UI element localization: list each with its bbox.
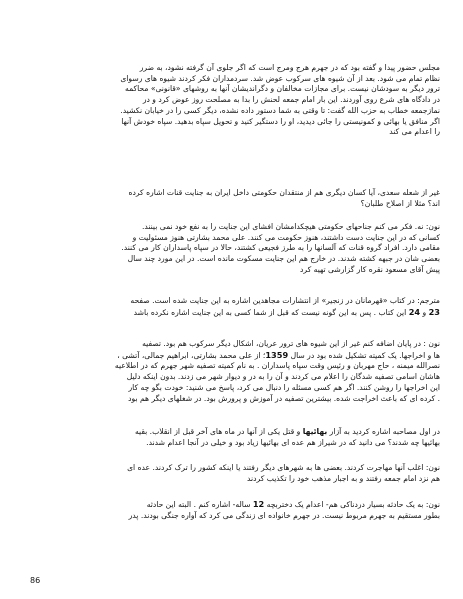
text-run: ؛ از علی محمد بشارتی، ابراهیم جمالی، آتشی ،	[117, 350, 266, 360]
paragraph-6	[36, 427, 440, 448]
text-line: مقامی دارد. افراد گروه قنات که آلسانها را به طرز فجیعی کشتند، حالا در سپاه پاسداران کار می کنند.	[121, 243, 440, 253]
text-line: ترور دیگر به سودشان نیست. برای مجازات مخالفان و دگراندیشان آنها به روشهای «قانونی» محاکمه	[125, 84, 440, 94]
text-run: و قتل یکی از آنها در ماه های آخر قبل از انقلاب. بقیه	[134, 427, 303, 436]
page-number: 86	[30, 576, 41, 585]
text-line: بعضی شان در جبهه کشته شدند. در خارج هم این جنایت مسکوت مانده است. در این مورد چند سال	[127, 254, 440, 264]
paragraph-2	[36, 188, 440, 209]
text-run: در اول مصاحبه اشاره کردید به آزار	[327, 427, 440, 436]
text-line	[36, 427, 440, 438]
text-line: نون: اغلب آنها مهاجرت کردند. بعضی ها به شهرهای دیگر رفتند یا اینکه کشور را ترک کردند. عده ای	[127, 463, 440, 472]
text-run: این کتاب . پس به این گونه نیست که قبل از شما کسی به این جنایت اشاره نکرده باشد	[133, 307, 409, 317]
text-line	[36, 499, 440, 511]
number-run: 1359	[265, 349, 289, 360]
text-line: نمازجمعه خطاب به حزب الله گفت: تا وقتی به شما دستور داده نشده، دیگر کسی را در خیابان نکشید.	[120, 105, 440, 115]
text-line: هاشان اسامی تصفیه شدگان را اعلام می کردند و آن را به در و دیوار شهر می زدند. بدون اینکه دلیل	[126, 372, 440, 382]
text-line: پیش آقای مسعود نقره کار گزارشی تهیه کرد	[300, 264, 440, 274]
paragraph-3	[36, 222, 440, 276]
text-line: کسانی که در این جنایت دست داشتند، هنوز حکومت می کنند. علی محمد بشارتی هنوز مسئولیت و	[132, 232, 440, 242]
text-line: بطور مستقیم به جهرم مربوط نیست. در جهرم خانواده ای زندگی می کرد که آواره جنگی بودند. پدر	[128, 510, 440, 520]
text-run: نون: به یک حادثه بسیار دردناکی هم- اعدام یک دختربچه	[264, 500, 440, 509]
text-line: هم نزد امام جمعه رفتند و به اجبار مذهب خود را تکذیب کردند	[247, 473, 440, 483]
text-line: نصرالله میمنه ، حاج مهربان و رئیس وقت سپاه پاسداران . به نام کمیته تصفیه شهر جهرم که در اطلاعیه	[114, 361, 440, 371]
paragraph-5	[36, 339, 440, 404]
paragraph-1	[36, 63, 440, 138]
text-run: ها و اخراجها. یک کمیته تشکیل شده بود در سال	[288, 350, 440, 360]
text-line: را اعدام می کند	[389, 127, 440, 137]
text-line: نون: نه. فکر می کنم جناحهای حکومتی هیچکدامشان افشای این جنایت را به نفع خود نمی بینند.	[141, 222, 440, 231]
text-line: اگر منافق یا بهائی و کمونیستی را جائی دیدید، او را دستگیر کنید و تحویل سپاه بدهید. سپاه خودش آنها	[121, 116, 440, 126]
paragraph-7	[36, 463, 440, 484]
text-line: نون : در پایان اضافه کنم غیر از این شیوه های ترور عریان، اشکال دیگر سرکوب هم بود. تصفیه	[142, 339, 440, 348]
number-run: 12	[252, 499, 265, 509]
paragraph-4	[36, 296, 440, 318]
number-run: 23	[428, 306, 440, 317]
paragraph-8	[36, 499, 440, 521]
text-line: در دادگاه های شرع روی آوردند. این بار امام جمعه لحنش را بدا به مصلحت روز عوض کرد و در	[142, 95, 440, 105]
text-run: و	[420, 307, 429, 317]
text-line: . کرده ای که باعث اخراجت شده. بیشترین تصفیه در آموزش و پرورش بود. در شغلهای دیگر هم بود	[128, 393, 440, 403]
text-run: ساله- اشاره کنم . البته این حادثه	[146, 500, 253, 509]
text-line: این اخراجها را روشن کنند. اگر هم کسی مسئله را دنبال می کرد، پاسخ می شنید: خودت بگو چه کار	[128, 382, 440, 392]
text-line: اند؟ مثلا از اصلاح طلبان؟	[360, 198, 440, 208]
text-run: بهائیها	[302, 427, 328, 436]
text-line: غیر از شعله سعدی، آیا کسان دیگری هم از منتقدان حکومتی داخل ایران به جنایت قنات اشاره کرده	[128, 188, 440, 197]
text-line	[36, 307, 440, 319]
text-line: مجلس حضور پیدا و گفته بود که در جهرم هرج ومرج است که اگر جلوی آن گرفته نشود، به ضرر	[139, 63, 440, 72]
text-line: بهائیها چه شدند؟ می دانید که در شیراز هم عده ای بهائیها زیاد بود و خیلی در آنجا اعدام شدند.	[146, 437, 440, 447]
text-line: مترجم: در کتاب «قهرمانان در زنجیر» از انتشارات مجاهدین اشاره به این جنایت شده است. صفحه	[130, 296, 440, 305]
number-run: 24	[408, 306, 421, 317]
text-line: نظام تمام می شود. بعد از آن شیوه های سرکوب عوض شد. سردمداران فکر کردند شیوه های رسوای	[120, 73, 440, 83]
text-line	[36, 350, 440, 362]
